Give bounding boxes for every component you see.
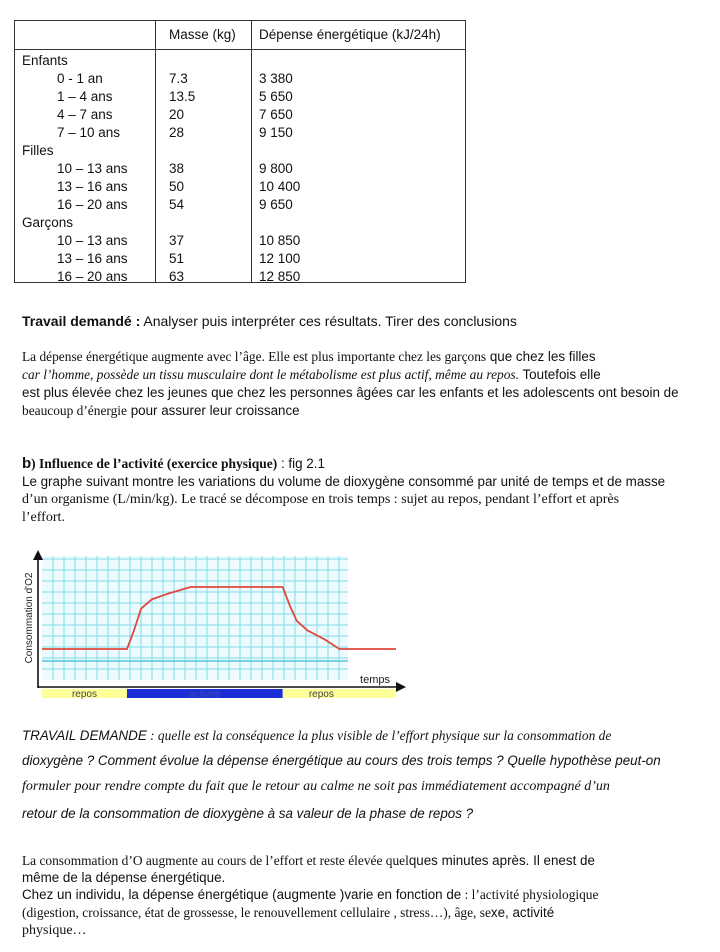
oxygen-chart xyxy=(18,548,410,700)
table-cell-energy: 9 650 xyxy=(259,197,293,212)
phase-label-1: activité xyxy=(189,689,221,700)
section-title: ) Influence de l’activité (exercice physique) xyxy=(31,456,278,471)
answer-line xyxy=(22,348,704,366)
table-cell-age: 16 – 20 ans xyxy=(57,269,128,284)
answer2-line xyxy=(22,852,704,870)
answer-text: beaucoup d’énergie xyxy=(22,403,127,418)
table-header-energy: Dépense énergétique (kJ/24h) xyxy=(259,27,441,42)
table-cell-age: 4 – 7 ans xyxy=(57,107,113,122)
section-b-text: l’effort. xyxy=(22,510,65,525)
answer2-text: La consommation d’O augmente au cours de l’effort et reste élevée quel xyxy=(22,853,409,868)
x-axis-label: temps xyxy=(360,674,390,686)
table-column-divider xyxy=(155,21,156,282)
table-cell-mass: 50 xyxy=(169,179,185,194)
table-cell-mass: 38 xyxy=(169,161,185,176)
x-axis-arrow xyxy=(396,682,406,692)
table-cell-mass: 37 xyxy=(169,233,185,248)
phase-bar-2 xyxy=(283,689,396,698)
table-cell-mass: 51 xyxy=(169,251,185,266)
table-cell-energy: 9 150 xyxy=(259,125,293,140)
table-column-divider xyxy=(251,21,252,282)
table-header-mass: Masse (kg) xyxy=(169,27,236,42)
task-label: Travail demandé : xyxy=(22,313,141,329)
answer-text: Toutefois elle xyxy=(519,367,601,382)
answer2-line xyxy=(22,886,704,904)
task2-label: TRAVAIL DEMANDE xyxy=(22,728,147,743)
task2-text: : quelle est la conséquence la plus visible de l’effort physique sur la consommation de xyxy=(146,728,612,743)
section-b-text: Le graphe suivant montre les variations du volume de dioxygène consommé par unité de temps et de masse xyxy=(22,474,666,489)
y-axis-label: Consommation d'O2 xyxy=(24,572,35,664)
task2-line xyxy=(22,727,704,745)
section-letter: b xyxy=(22,455,32,472)
table-cell-age: 1 – 4 ans xyxy=(57,89,113,104)
task-line xyxy=(22,312,704,330)
table-group-label: Filles xyxy=(22,143,54,158)
table-cell-energy: 5 650 xyxy=(259,89,293,104)
table-header-divider xyxy=(15,49,465,50)
task2-line: formuler pour rendre compte du fait que le retour au calme ne soit pas immédiatement accompagné d’un xyxy=(22,779,610,794)
answer-text: car l’homme, possède un tissu musculaire dont le métabolisme est plus actif, même au repos. xyxy=(22,367,519,382)
table-cell-mass: 20 xyxy=(169,107,185,122)
table-cell-mass: 28 xyxy=(169,125,185,140)
table-cell-mass: 54 xyxy=(169,197,185,212)
answer2-text: (digestion, croissance, état de grossesse, le renouvellement cellulaire , stress…), âge, se xyxy=(22,905,491,920)
table-cell-energy: 9 800 xyxy=(259,161,293,176)
table-cell-age: 16 – 20 ans xyxy=(57,197,128,212)
answer-line xyxy=(22,402,704,420)
table-cell-energy: 10 850 xyxy=(259,233,301,248)
phase-label-2: repos xyxy=(308,689,334,700)
answer2-text: Chez un individu, la dépense énergétique (augmente )varie en fonction de xyxy=(22,887,462,902)
table-group-label: Garçons xyxy=(22,215,74,230)
figure-ref: : fig 2.1 xyxy=(277,456,325,471)
table-cell-mass: 63 xyxy=(169,269,185,284)
table-cell-mass: 13.5 xyxy=(169,89,196,104)
table-cell-age: 7 – 10 ans xyxy=(57,125,121,140)
answer-text: La dépense énergétique augmente avec l’âge. Elle est plus importante chez les garçons xyxy=(22,349,487,364)
answer2-text: : l’activité physiologique xyxy=(461,887,599,902)
phase-label-0: repos xyxy=(71,689,97,700)
table-cell-age: 0 - 1 an xyxy=(57,71,103,86)
table-cell-energy: 10 400 xyxy=(259,179,301,194)
answer-line: est plus élevée chez les jeunes que chez les personnes âgées car les enfants et les adolescents ont besoin de xyxy=(22,385,679,400)
table-cell-energy: 12 850 xyxy=(259,269,301,284)
answer-line xyxy=(22,366,704,384)
y-axis-arrow xyxy=(33,550,43,560)
table-group-label: Enfants xyxy=(22,53,68,68)
answer2-text: ques minutes après. Il enest de xyxy=(408,853,595,868)
table-cell-energy: 7 650 xyxy=(259,107,293,122)
energy-table xyxy=(14,20,466,283)
section-b-text: d’un organisme (L/min/kg). Le tracé se décompose en trois temps : sujet au repos, pendant l’effort et après xyxy=(22,492,620,507)
answer-text: pour assurer leur croissance xyxy=(126,403,300,418)
task2-line: retour de la consommation de dioxygène à sa valeur de la phase de repos ? xyxy=(22,806,474,821)
table-cell-age: 13 – 16 ans xyxy=(57,179,128,194)
answer2-line: même de la dépense énergétique. xyxy=(22,870,226,885)
table-cell-mass: 7.3 xyxy=(169,71,188,86)
section-b-title xyxy=(22,455,704,473)
answer2-text: xe, activité xyxy=(490,905,555,920)
answer2-line: physique… xyxy=(22,923,87,938)
table-cell-age: 10 – 13 ans xyxy=(57,161,128,176)
answer2-line xyxy=(22,904,704,922)
table-cell-energy: 3 380 xyxy=(259,71,293,86)
task-text: Analyser puis interpréter ces résultats. Tirer des conclusions xyxy=(140,313,517,329)
task2-line: dioxygène ? Comment évolue la dépense énergétique au cours des trois temps ? Quelle hypothèse peut-on xyxy=(22,753,661,768)
table-cell-energy: 12 100 xyxy=(259,251,301,266)
answer-text: que chez les filles xyxy=(486,349,596,364)
table-cell-age: 10 – 13 ans xyxy=(57,233,128,248)
table-cell-age: 13 – 16 ans xyxy=(57,251,128,266)
